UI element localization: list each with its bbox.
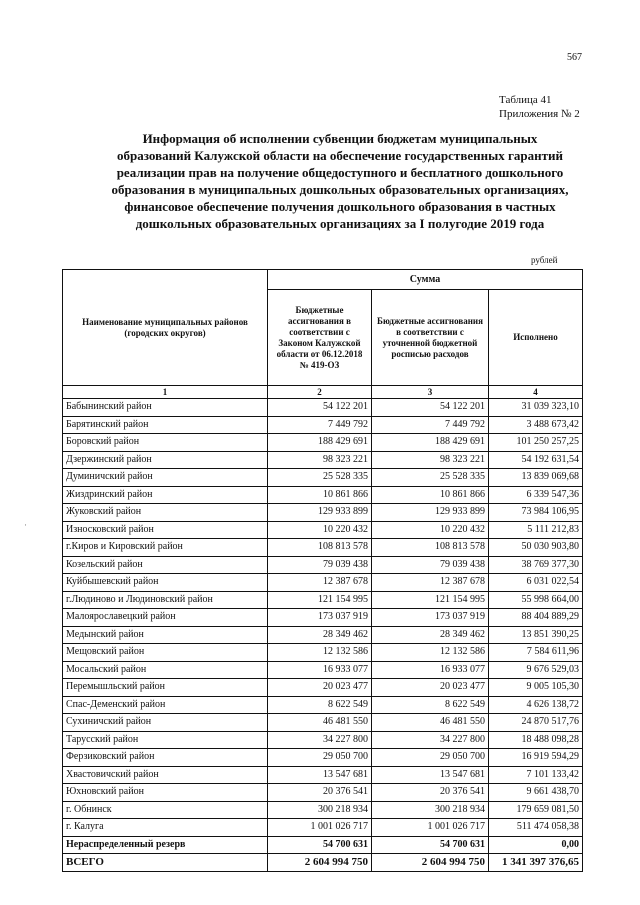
header-name: Наименование муниципальных районов (городских округов) [63,270,268,386]
district-name-cell: Жиздринский район [63,486,268,504]
planned-allocation-cell: 12 387 678 [372,574,489,592]
planned-allocation-cell: 108 813 578 [372,539,489,557]
law-allocation-cell: 2 604 994 750 [268,854,372,872]
planned-allocation-cell: 173 037 919 [372,609,489,627]
district-name-cell: Медынский район [63,626,268,644]
table-row [63,644,583,662]
table-row [63,661,583,679]
district-name-cell: Тарусский район [63,731,268,749]
law-allocation-cell: 173 037 919 [268,609,372,627]
district-name-cell: Козельский район [63,556,268,574]
table-reference-line2: Приложения № 2 [499,108,580,120]
law-allocation-cell: 7 449 792 [268,416,372,434]
planned-allocation-cell: 34 227 800 [372,731,489,749]
district-name-cell: Малоярославецкий район [63,609,268,627]
planned-allocation-cell: 7 449 792 [372,416,489,434]
law-allocation-cell: 28 349 462 [268,626,372,644]
subvention-table [62,269,583,872]
district-name-cell: Дзержинский район [63,451,268,469]
executed-amount-cell: 4 626 138,72 [489,696,583,714]
executed-amount-cell: 9 005 105,30 [489,679,583,697]
law-allocation-cell: 25 528 335 [268,469,372,487]
district-name-cell: г. Калуга [63,819,268,837]
law-allocation-cell: 300 218 934 [268,801,372,819]
law-allocation-cell: 10 861 866 [268,486,372,504]
executed-amount-cell: 0,00 [489,836,583,854]
law-allocation-cell: 12 387 678 [268,574,372,592]
planned-allocation-cell: 1 001 026 717 [372,819,489,837]
total-row [63,854,583,872]
district-name-cell: Думиничский район [63,469,268,487]
district-name-cell: Перемышльский район [63,679,268,697]
district-name-cell: ВСЕГО [63,854,268,872]
planned-allocation-cell: 20 023 477 [372,679,489,697]
executed-amount-cell: 9 676 529,03 [489,661,583,679]
table-row [63,626,583,644]
executed-amount-cell: 6 339 547,36 [489,486,583,504]
executed-amount-cell: 24 870 517,76 [489,714,583,732]
law-allocation-cell: 13 547 681 [268,766,372,784]
district-name-cell: г.Людиново и Людиновский район [63,591,268,609]
district-name-cell: Жуковский район [63,504,268,522]
law-allocation-cell: 29 050 700 [268,749,372,767]
title-line: образования в муниципальных дошкольных образовательных организациях, [111,182,569,197]
planned-allocation-cell: 10 861 866 [372,486,489,504]
executed-amount-cell: 31 039 323,10 [489,399,583,417]
table-row [63,819,583,837]
planned-allocation-cell: 29 050 700 [372,749,489,767]
executed-amount-cell: 7 584 611,96 [489,644,583,662]
planned-allocation-cell: 16 933 077 [372,661,489,679]
executed-amount-cell: 1 341 397 376,65 [489,854,583,872]
table-header [63,270,583,399]
table-body [63,399,583,872]
planned-allocation-cell: 300 218 934 [372,801,489,819]
table-reference-line1: Таблица 41 [499,94,552,106]
executed-amount-cell: 88 404 889,29 [489,609,583,627]
table-row [63,416,583,434]
page-number: 567 [567,52,582,63]
header-planned-allocations: Бюджетные ассигнования в соответствии с уточненной бюджетной росписью расходов [372,290,489,386]
margin-mark: · [24,520,27,530]
table-row [63,591,583,609]
executed-amount-cell: 9 661 438,70 [489,784,583,802]
title-line: Информация об исполнении субвенции бюджетам муниципальных [142,131,538,146]
unit-note: рублей [531,255,558,265]
column-number: 4 [489,386,583,399]
table-row [63,784,583,802]
district-name-cell: Сухиничский район [63,714,268,732]
district-name-cell: Мосальский район [63,661,268,679]
law-allocation-cell: 129 933 899 [268,504,372,522]
law-allocation-cell: 54 122 201 [268,399,372,417]
table-row [63,609,583,627]
title-line: реализации прав на получение общедоступного и бесплатного дошкольного [116,165,564,180]
district-name-cell: Куйбышевский район [63,574,268,592]
planned-allocation-cell: 54 122 201 [372,399,489,417]
planned-allocation-cell: 54 700 631 [372,836,489,854]
column-number: 2 [268,386,372,399]
table-row [63,679,583,697]
table-row [63,434,583,452]
document-title [80,130,600,232]
planned-allocation-cell: 10 220 432 [372,521,489,539]
district-name-cell: Юхновский район [63,784,268,802]
table-row [63,399,583,417]
district-name-cell: Барятинский район [63,416,268,434]
column-number: 1 [63,386,268,399]
executed-amount-cell: 7 101 133,42 [489,766,583,784]
law-allocation-cell: 121 154 995 [268,591,372,609]
table-row [63,766,583,784]
law-allocation-cell: 46 481 550 [268,714,372,732]
executed-amount-cell: 5 111 212,83 [489,521,583,539]
planned-allocation-cell: 129 933 899 [372,504,489,522]
law-allocation-cell: 34 227 800 [268,731,372,749]
executed-amount-cell: 101 250 257,25 [489,434,583,452]
law-allocation-cell: 20 376 541 [268,784,372,802]
title-line: финансовое обеспечение получения дошкольного образования в частных [124,199,556,214]
planned-allocation-cell: 13 547 681 [372,766,489,784]
table-row [63,539,583,557]
executed-amount-cell: 13 839 069,68 [489,469,583,487]
district-name-cell: г. Обнинск [63,801,268,819]
header-sum: Сумма [268,270,583,290]
planned-allocation-cell: 8 622 549 [372,696,489,714]
table-row [63,731,583,749]
law-allocation-cell: 10 220 432 [268,521,372,539]
table-row [63,521,583,539]
executed-amount-cell: 13 851 390,25 [489,626,583,644]
executed-amount-cell: 54 192 631,54 [489,451,583,469]
district-name-cell: Боровский район [63,434,268,452]
header-executed: Исполнено [489,290,583,386]
law-allocation-cell: 8 622 549 [268,696,372,714]
table-row [63,714,583,732]
law-allocation-cell: 98 323 221 [268,451,372,469]
district-name-cell: Спас-Деменский район [63,696,268,714]
planned-allocation-cell: 79 039 438 [372,556,489,574]
reserve-row [63,836,583,854]
district-name-cell: Нераспределенный резерв [63,836,268,854]
table-row [63,801,583,819]
district-name-cell: Ферзиковский район [63,749,268,767]
table-reference [499,93,580,121]
planned-allocation-cell: 28 349 462 [372,626,489,644]
executed-amount-cell: 511 474 058,38 [489,819,583,837]
executed-amount-cell: 3 488 673,42 [489,416,583,434]
executed-amount-cell: 38 769 377,30 [489,556,583,574]
table-row [63,504,583,522]
table-row [63,556,583,574]
table-row [63,749,583,767]
table-row [63,486,583,504]
law-allocation-cell: 79 039 438 [268,556,372,574]
planned-allocation-cell: 188 429 691 [372,434,489,452]
district-name-cell: Бабынинский район [63,399,268,417]
planned-allocation-cell: 98 323 221 [372,451,489,469]
executed-amount-cell: 16 919 594,29 [489,749,583,767]
law-allocation-cell: 54 700 631 [268,836,372,854]
table-row [63,451,583,469]
table-row [63,469,583,487]
header-law-allocations: Бюджетные ассигнования в соответствии с Законом Калужской области от 06.12.2018 № 419-ОЗ [268,290,372,386]
district-name-cell: г.Киров и Кировский район [63,539,268,557]
planned-allocation-cell: 12 132 586 [372,644,489,662]
table-row [63,696,583,714]
district-name-cell: Хвастовичский район [63,766,268,784]
executed-amount-cell: 73 984 106,95 [489,504,583,522]
law-allocation-cell: 188 429 691 [268,434,372,452]
executed-amount-cell: 55 998 664,00 [489,591,583,609]
planned-allocation-cell: 2 604 994 750 [372,854,489,872]
planned-allocation-cell: 121 154 995 [372,591,489,609]
executed-amount-cell: 6 031 022,54 [489,574,583,592]
district-name-cell: Мещовский район [63,644,268,662]
law-allocation-cell: 108 813 578 [268,539,372,557]
table-row [63,574,583,592]
planned-allocation-cell: 25 528 335 [372,469,489,487]
district-name-cell: Износковский район [63,521,268,539]
title-line: образований Калужской области на обеспечение государственных гарантий [117,148,563,163]
law-allocation-cell: 1 001 026 717 [268,819,372,837]
column-number: 3 [372,386,489,399]
planned-allocation-cell: 20 376 541 [372,784,489,802]
executed-amount-cell: 179 659 081,50 [489,801,583,819]
law-allocation-cell: 20 023 477 [268,679,372,697]
planned-allocation-cell: 46 481 550 [372,714,489,732]
executed-amount-cell: 18 488 098,28 [489,731,583,749]
title-line: дошкольных образовательных организациях за I полугодие 2019 года [135,216,545,231]
executed-amount-cell: 50 030 903,80 [489,539,583,557]
law-allocation-cell: 16 933 077 [268,661,372,679]
law-allocation-cell: 12 132 586 [268,644,372,662]
